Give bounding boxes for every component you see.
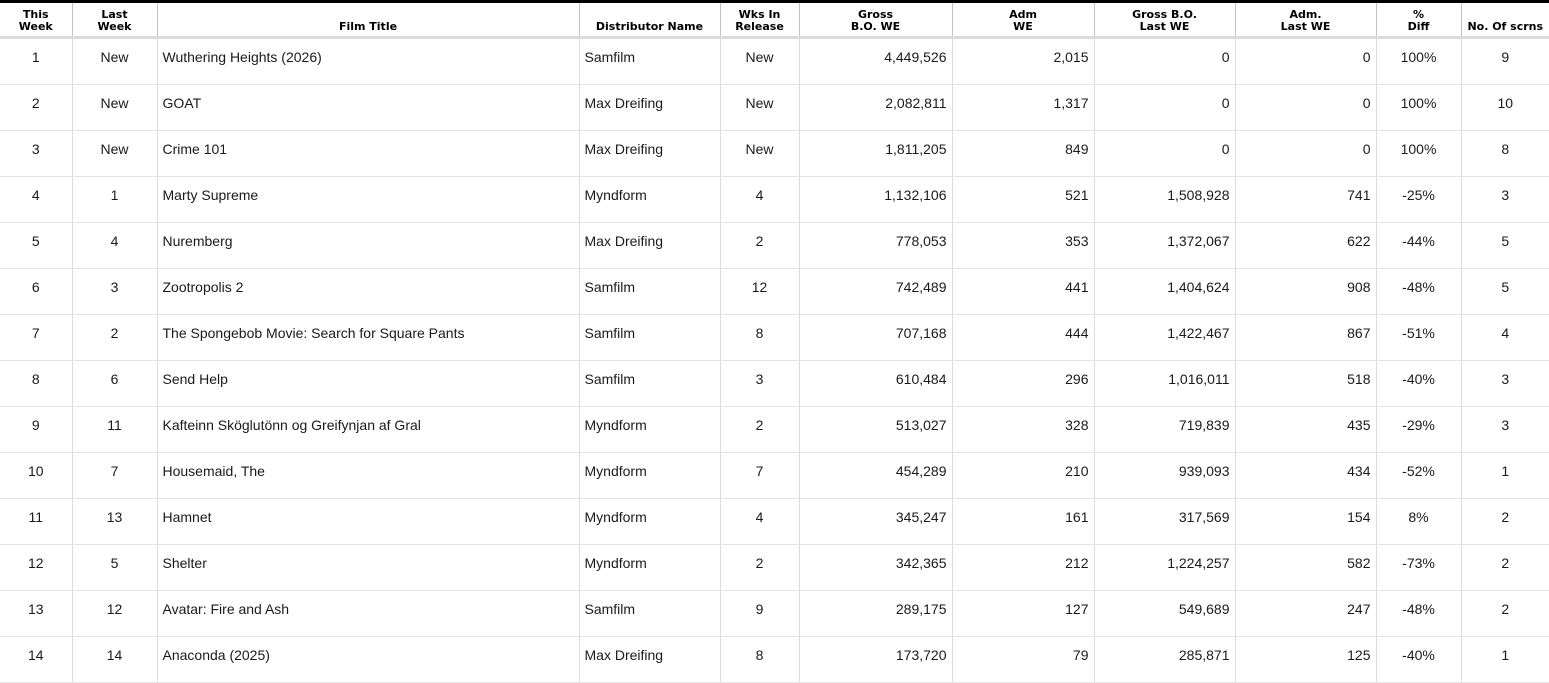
adm-we-cell: 441 [952,269,1094,315]
distributor-cell: Max Dreifing [579,131,720,177]
film-title-cell: Shelter [157,545,579,591]
this-week-cell: 2 [0,85,72,131]
diff-cell: -48% [1376,591,1461,637]
film-title-cell: Send Help [157,361,579,407]
screens-cell: 1 [1461,453,1549,499]
diff-cell: 100% [1376,38,1461,85]
film-title-cell: The Spongebob Movie: Search for Square Pants [157,315,579,361]
header-row [0,2,1549,38]
film-title-cell: Crime 101 [157,131,579,177]
col-diff-header[interactable]: % Diff [1376,2,1461,38]
col-weeks-in-release-header[interactable]: Wks In Release [720,2,799,38]
distributor-cell: Max Dreifing [579,223,720,269]
this-week-cell: 14 [0,637,72,683]
table-row[interactable] [0,499,1549,545]
weeks-in-release-cell: 8 [720,637,799,683]
adm-last-we-cell: 622 [1235,223,1376,269]
adm-we-cell: 212 [952,545,1094,591]
adm-last-we-cell: 0 [1235,85,1376,131]
screens-cell: 4 [1461,315,1549,361]
adm-we-cell: 353 [952,223,1094,269]
weeks-in-release-cell: 4 [720,499,799,545]
screens-cell: 5 [1461,223,1549,269]
this-week-cell: 8 [0,361,72,407]
table-row[interactable] [0,177,1549,223]
table-row[interactable] [0,269,1549,315]
gross-we-cell: 610,484 [799,361,952,407]
adm-last-we-cell: 154 [1235,499,1376,545]
table-row[interactable] [0,223,1549,269]
gross-last-we-cell: 1,016,011 [1094,361,1235,407]
col-film-title-header[interactable]: Film Title [157,2,579,38]
gross-we-cell: 742,489 [799,269,952,315]
adm-last-we-cell: 908 [1235,269,1376,315]
col-distributor-header[interactable]: Distributor Name [579,2,720,38]
distributor-cell: Max Dreifing [579,637,720,683]
distributor-cell: Myndform [579,545,720,591]
col-adm-last-we-header[interactable]: Adm. Last WE [1235,2,1376,38]
film-title-cell: GOAT [157,85,579,131]
screens-cell: 3 [1461,361,1549,407]
adm-we-cell: 444 [952,315,1094,361]
distributor-cell: Myndform [579,177,720,223]
film-title-cell: Anaconda (2025) [157,637,579,683]
last-week-cell: 11 [72,407,157,453]
col-screens-header[interactable]: No. Of scrns [1461,2,1549,38]
col-gross-we-header[interactable]: Gross B.O. WE [799,2,952,38]
table-row[interactable] [0,315,1549,361]
this-week-cell: 1 [0,38,72,85]
col-this-week-header[interactable]: This Week [0,2,72,38]
gross-last-we-cell: 1,372,067 [1094,223,1235,269]
table-row[interactable] [0,407,1549,453]
diff-cell: -44% [1376,223,1461,269]
adm-last-we-cell: 0 [1235,38,1376,85]
adm-last-we-cell: 434 [1235,453,1376,499]
diff-cell: -51% [1376,315,1461,361]
gross-last-we-cell: 719,839 [1094,407,1235,453]
film-title-cell: Kafteinn Sköglutönn og Greifynjan af Gral [157,407,579,453]
film-title-cell: Marty Supreme [157,177,579,223]
distributor-cell: Max Dreifing [579,85,720,131]
adm-we-cell: 849 [952,131,1094,177]
adm-we-cell: 79 [952,637,1094,683]
adm-we-cell: 521 [952,177,1094,223]
gross-last-we-cell: 1,404,624 [1094,269,1235,315]
gross-we-cell: 173,720 [799,637,952,683]
this-week-cell: 10 [0,453,72,499]
last-week-cell: 5 [72,545,157,591]
gross-we-cell: 1,132,106 [799,177,952,223]
gross-last-we-cell: 939,093 [1094,453,1235,499]
distributor-cell: Myndform [579,407,720,453]
distributor-cell: Myndform [579,499,720,545]
weeks-in-release-cell: New [720,85,799,131]
film-title-cell: Avatar: Fire and Ash [157,591,579,637]
screens-cell: 2 [1461,545,1549,591]
gross-we-cell: 289,175 [799,591,952,637]
adm-we-cell: 296 [952,361,1094,407]
diff-cell: 100% [1376,85,1461,131]
this-week-cell: 6 [0,269,72,315]
distributor-cell: Samfilm [579,269,720,315]
film-title-cell: Nuremberg [157,223,579,269]
screens-cell: 10 [1461,85,1549,131]
distributor-cell: Samfilm [579,361,720,407]
this-week-cell: 12 [0,545,72,591]
distributor-cell: Samfilm [579,591,720,637]
adm-last-we-cell: 125 [1235,637,1376,683]
film-title-cell: Zootropolis 2 [157,269,579,315]
screens-cell: 2 [1461,591,1549,637]
this-week-cell: 13 [0,591,72,637]
gross-last-we-cell: 1,422,467 [1094,315,1235,361]
adm-we-cell: 1,317 [952,85,1094,131]
weeks-in-release-cell: New [720,38,799,85]
last-week-cell: 3 [72,269,157,315]
weeks-in-release-cell: 2 [720,545,799,591]
film-title-cell: Wuthering Heights (2026) [157,38,579,85]
col-last-week-header[interactable]: Last Week [72,2,157,38]
gross-we-cell: 2,082,811 [799,85,952,131]
gross-we-cell: 1,811,205 [799,131,952,177]
last-week-cell: New [72,85,157,131]
last-week-cell: 6 [72,361,157,407]
weeks-in-release-cell: 7 [720,453,799,499]
adm-last-we-cell: 867 [1235,315,1376,361]
diff-cell: -25% [1376,177,1461,223]
table-body [0,38,1549,683]
screens-cell: 3 [1461,177,1549,223]
weeks-in-release-cell: 12 [720,269,799,315]
this-week-cell: 3 [0,131,72,177]
col-gross-last-we-header[interactable]: Gross B.O. Last WE [1094,2,1235,38]
screens-cell: 3 [1461,407,1549,453]
distributor-cell: Myndform [579,453,720,499]
last-week-cell: New [72,38,157,85]
diff-cell: -40% [1376,361,1461,407]
this-week-cell: 9 [0,407,72,453]
gross-we-cell: 778,053 [799,223,952,269]
gross-we-cell: 4,449,526 [799,38,952,85]
diff-cell: -29% [1376,407,1461,453]
gross-we-cell: 454,289 [799,453,952,499]
gross-last-we-cell: 317,569 [1094,499,1235,545]
last-week-cell: 2 [72,315,157,361]
weeks-in-release-cell: 2 [720,407,799,453]
adm-we-cell: 210 [952,453,1094,499]
diff-cell: 8% [1376,499,1461,545]
table-row[interactable] [0,85,1549,131]
last-week-cell: 13 [72,499,157,545]
table-row[interactable] [0,637,1549,683]
diff-cell: -52% [1376,453,1461,499]
gross-we-cell: 342,365 [799,545,952,591]
adm-we-cell: 328 [952,407,1094,453]
last-week-cell: 12 [72,591,157,637]
weeks-in-release-cell: 3 [720,361,799,407]
this-week-cell: 11 [0,499,72,545]
gross-we-cell: 345,247 [799,499,952,545]
weeks-in-release-cell: New [720,131,799,177]
diff-cell: -73% [1376,545,1461,591]
this-week-cell: 7 [0,315,72,361]
adm-last-we-cell: 0 [1235,131,1376,177]
screens-cell: 1 [1461,637,1549,683]
adm-last-we-cell: 582 [1235,545,1376,591]
screens-cell: 5 [1461,269,1549,315]
table-row[interactable] [0,38,1549,85]
film-title-cell: Hamnet [157,499,579,545]
weeks-in-release-cell: 4 [720,177,799,223]
gross-we-cell: 513,027 [799,407,952,453]
table-row[interactable] [0,131,1549,177]
this-week-cell: 4 [0,177,72,223]
adm-we-cell: 2,015 [952,38,1094,85]
last-week-cell: 1 [72,177,157,223]
distributor-cell: Samfilm [579,38,720,85]
last-week-cell: 7 [72,453,157,499]
weeks-in-release-cell: 9 [720,591,799,637]
last-week-cell: New [72,131,157,177]
this-week-cell: 5 [0,223,72,269]
distributor-cell: Samfilm [579,315,720,361]
last-week-cell: 14 [72,637,157,683]
weeks-in-release-cell: 8 [720,315,799,361]
last-week-cell: 4 [72,223,157,269]
gross-last-we-cell: 1,508,928 [1094,177,1235,223]
adm-last-we-cell: 435 [1235,407,1376,453]
diff-cell: 100% [1376,131,1461,177]
screens-cell: 2 [1461,499,1549,545]
weeks-in-release-cell: 2 [720,223,799,269]
gross-last-we-cell: 0 [1094,85,1235,131]
gross-last-we-cell: 285,871 [1094,637,1235,683]
gross-we-cell: 707,168 [799,315,952,361]
gross-last-we-cell: 1,224,257 [1094,545,1235,591]
gross-last-we-cell: 0 [1094,38,1235,85]
gross-last-we-cell: 549,689 [1094,591,1235,637]
diff-cell: -48% [1376,269,1461,315]
table-row[interactable] [0,591,1549,637]
adm-we-cell: 127 [952,591,1094,637]
col-adm-we-header[interactable]: Adm WE [952,2,1094,38]
adm-we-cell: 161 [952,499,1094,545]
screens-cell: 9 [1461,38,1549,85]
screens-cell: 8 [1461,131,1549,177]
film-title-cell: Housemaid, The [157,453,579,499]
diff-cell: -40% [1376,637,1461,683]
table-row[interactable] [0,361,1549,407]
table-row[interactable] [0,453,1549,499]
gross-last-we-cell: 0 [1094,131,1235,177]
table-row[interactable] [0,545,1549,591]
adm-last-we-cell: 741 [1235,177,1376,223]
adm-last-we-cell: 247 [1235,591,1376,637]
adm-last-we-cell: 518 [1235,361,1376,407]
